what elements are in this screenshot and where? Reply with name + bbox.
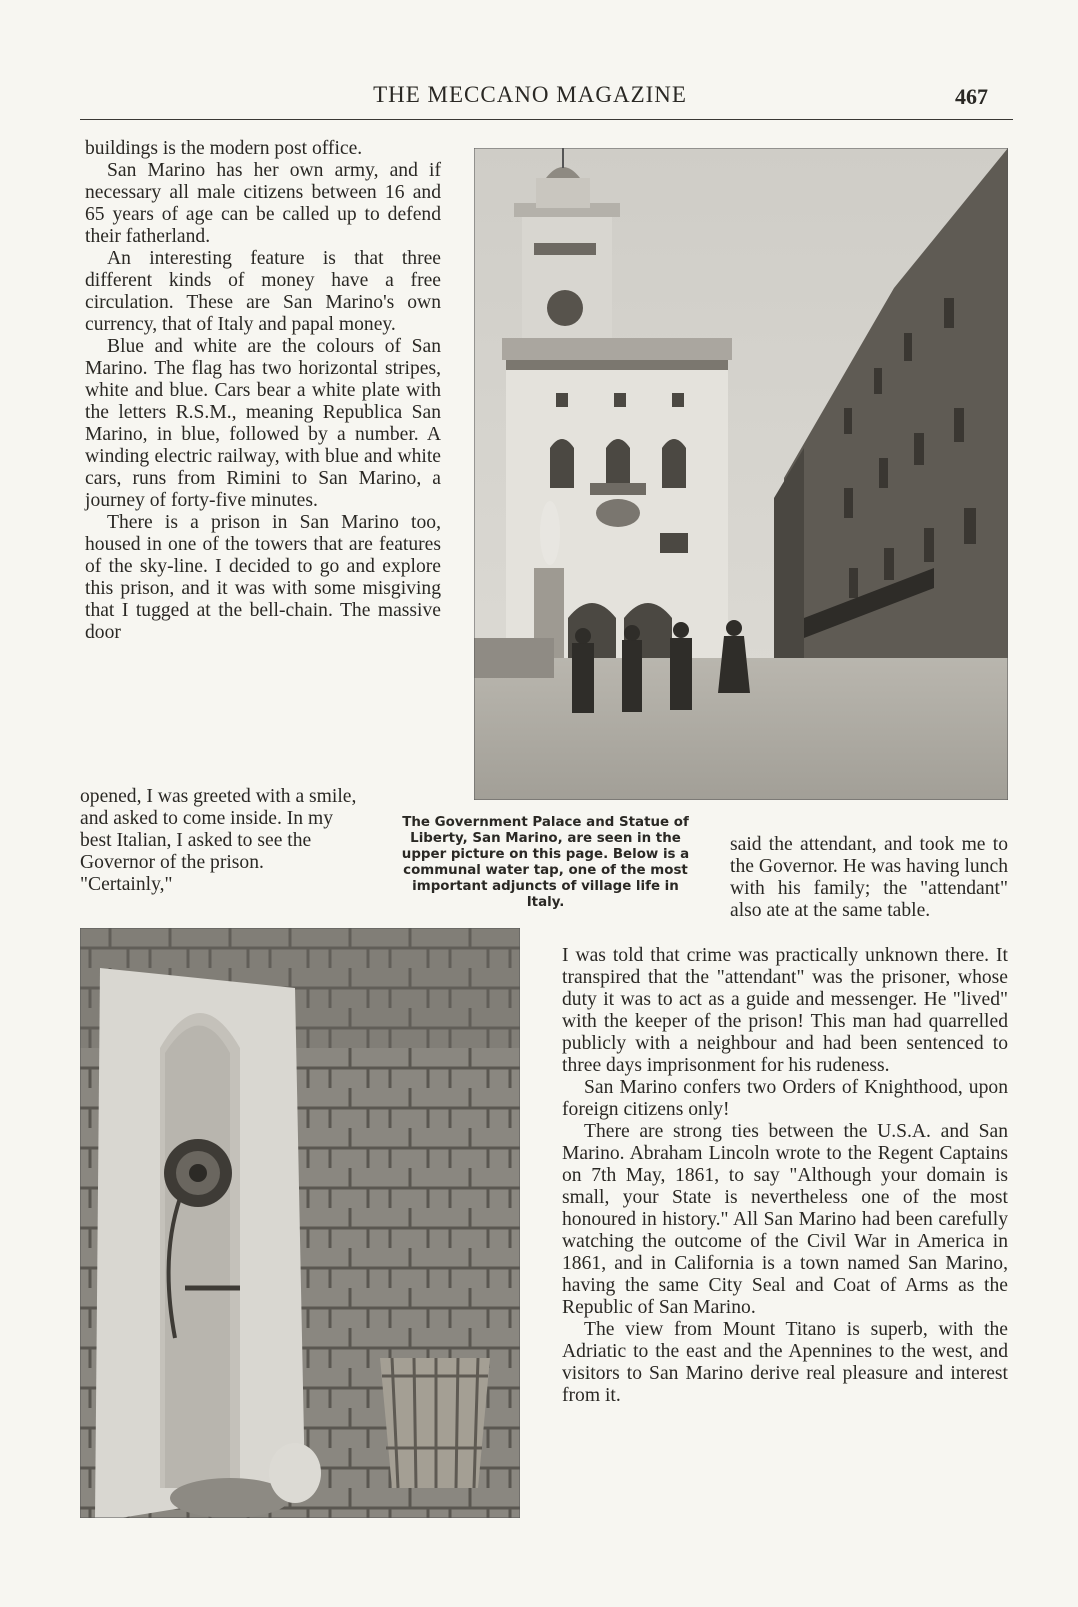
magazine-title: THE MECCANO MAGAZINE (373, 82, 687, 107)
paragraph: San Marino has her own army, and if necessary all male citizens between 16 and 65 years of age can be called up to defend their fatherland. (85, 160, 441, 247)
government-palace-photo (474, 148, 1008, 800)
right-column (562, 945, 1008, 1407)
page-number: 467 (955, 84, 988, 109)
paragraph: There are strong ties between the U.S.A. and San Marino. Abraham Lincoln wrote to the Regent Captains on 7th May, 1861, to say "Although your domain is small, your State is nevertheless one of the most honoured in history." All San Marino had been carefully watching the outcome of the Civil War in America in 1861, and in California is a town named San Marino, having the same City Seal and Coat of Arms as the Republic of San Marino. (562, 1121, 1008, 1318)
paragraph: Blue and white are the colours of San Marino. The flag has two horizontal stripes, white and blue. Cars bear a white plate with the letters R.S.M., meaning Republica San Marino, in blue, followed by a number. A winding electric railway, with blue and white cars, runs from Rimini to San Marino, a journey of forty-five minutes. (85, 336, 441, 511)
right-column-top (730, 834, 1008, 922)
paragraph: I was told that crime was practically unknown there. It transpired that the "attendant" was the prisoner, whose duty it was to act as a guide and messenger. He "lived" with the keeper of the prison! This man had quarrelled publicly with a neighbour and had been sentenced to three days imprisonment for his rudeness. (562, 945, 1008, 1076)
water-tap-photo (80, 928, 520, 1518)
paragraph: buildings is the modern post office. (85, 138, 363, 159)
paragraph: There is a prison in San Marino too, housed in one of the towers that are features of the sky-line. I decided to go and explore this prison, and it was with some misgiving that I tugged at the bell-chain. The massive door (85, 512, 441, 643)
paragraph: An interesting feature is that three different kinds of money have a free circulation. These are San Marino's own currency, that of Italy and papal money. (85, 248, 441, 335)
paragraph: said the attendant, and took me to the Governor. He was having lunch with his family; the "attendant" also ate at the same table. (730, 834, 1008, 921)
paragraph: The view from Mount Titano is superb, with the Adriatic to the east and the Apennines to the west, and visitors to San Marino derive real pleasure and interest from it. (562, 1319, 1008, 1406)
paragraph: opened, I was greeted with a smile, and asked to come inside. In my best Italian, I asked to see the Governor of the prison. "Certainly," (80, 786, 357, 895)
paragraph: San Marino confers two Orders of Knighthood, upon foreign citizens only! (562, 1077, 1008, 1120)
photo-caption: The Government Palace and Statue of Liberty, San Marino, are seen in the upper picture on this page. Below is a communal water tap, one of the most important adjuncts of village life in Italy. (401, 815, 690, 910)
header-divider (80, 119, 1013, 120)
left-column (85, 138, 441, 644)
left-column-continued (80, 786, 358, 896)
